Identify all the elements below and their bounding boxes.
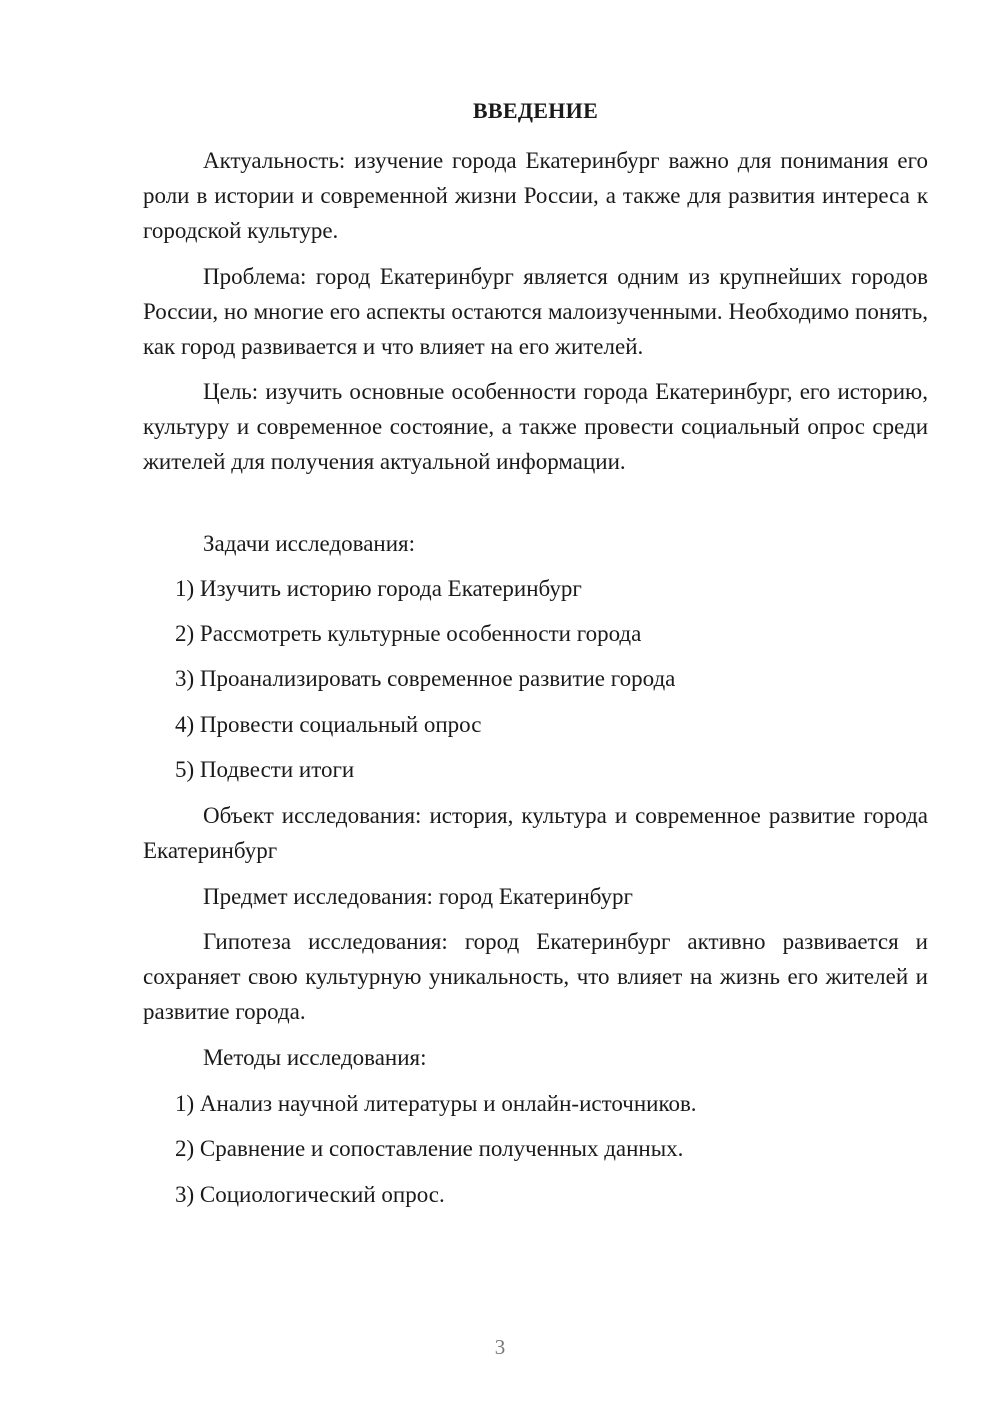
section-heading: ВВЕДЕНИЕ: [472, 98, 599, 123]
method-item-1: 1) Анализ научной литературы и онлайн-источников.: [175, 1091, 697, 1116]
task-item-3: 3) Проанализировать современное развитие города: [175, 666, 676, 691]
tasks-title: Задачи исследования:: [203, 531, 416, 556]
relevance-paragraph: Актуальность: изучение города Екатеринбург важно для понимания его роли в истории и современной жизни России, а также для развития интереса к городской культуре.: [143, 148, 928, 243]
method-item-2: 2) Сравнение и сопоставление полученных данных.: [175, 1136, 684, 1161]
goal-paragraph: Цель: изучить основные особенности города Екатеринбург, его историю, культуру и современное состояние, а также провести социальный опрос среди жителей для получения актуальной информации.: [143, 379, 928, 474]
method-item-3: 3) Социологический опрос.: [175, 1182, 445, 1207]
methods-title: Методы исследования:: [203, 1045, 427, 1070]
hypothesis-paragraph: Гипотеза исследования: город Екатеринбург активно развивается и сохраняет свою культурную уникальность, что влияет на жизнь его жителей и развитие города.: [143, 929, 928, 1024]
problem-paragraph: Проблема: город Екатеринбург является одним из крупнейших городов России, но многие его аспекты остаются малоизученными. Необходимо понять, как город развивается и что влияет на его жителей.: [143, 264, 928, 359]
task-item-1: 1) Изучить историю города Екатеринбург: [175, 576, 582, 601]
task-item-5: 5) Подвести итоги: [175, 757, 355, 782]
task-item-4: 4) Провести социальный опрос: [175, 712, 482, 737]
object-paragraph: Объект исследования: история, культура и современное развитие города Екатеринбург: [143, 803, 928, 863]
task-item-2: 2) Рассмотреть культурные особенности города: [175, 621, 642, 646]
page-number: 3: [494, 1335, 506, 1359]
subject-paragraph: Предмет исследования: город Екатеринбург: [203, 884, 633, 909]
